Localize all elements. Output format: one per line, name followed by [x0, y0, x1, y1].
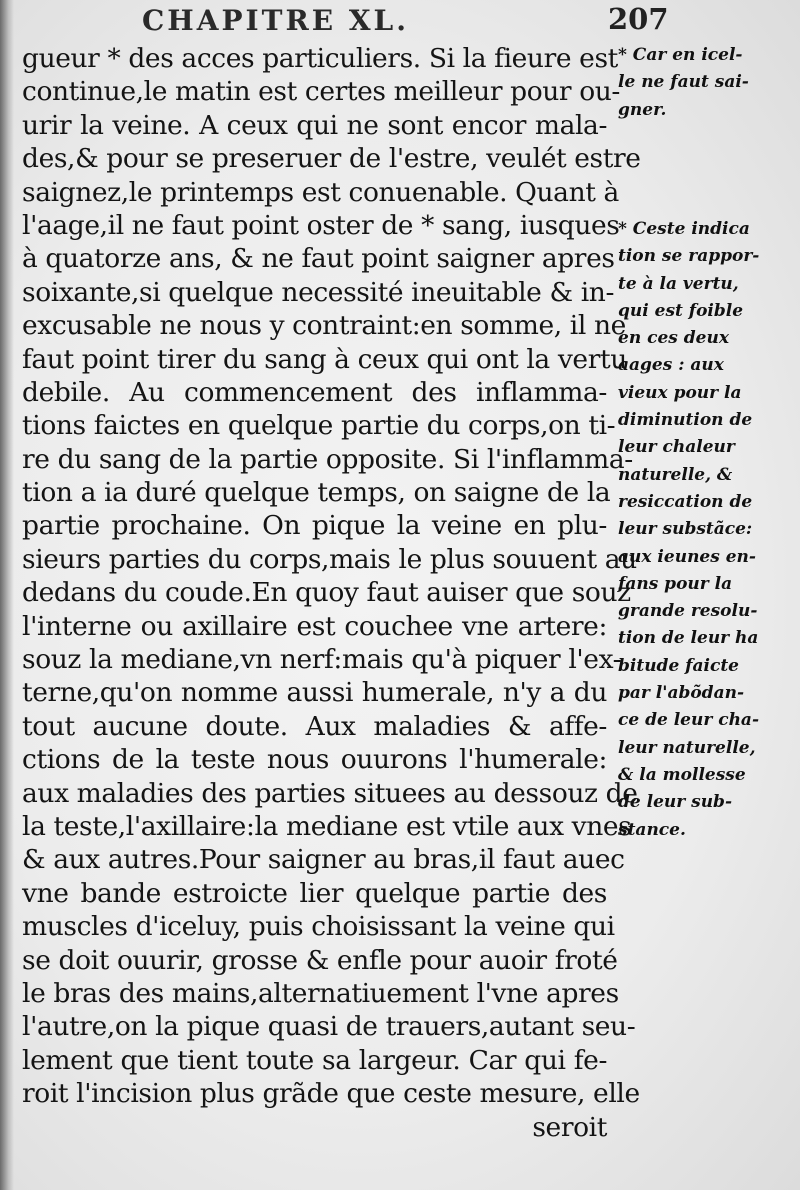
marginal-note-line: qui est foible — [618, 300, 744, 321]
text-line: debile. Au commencement des inflamma- — [22, 376, 607, 408]
page-number: 207 — [608, 2, 669, 36]
marginal-note-line: en ces deux — [618, 328, 729, 349]
main-text-block — [22, 42, 641, 1144]
text-line: l'interne ou axillaire est couchee vne artere: — [22, 610, 607, 642]
text-line: dedans du coude.En quoy faut auiser que souz — [22, 577, 631, 609]
marginal-note-line: leur substãce: — [618, 519, 753, 540]
marginal-note-line: resiccation de — [618, 491, 753, 512]
text-line: vne bande estroicte lier quelque partie des — [22, 877, 607, 909]
marginal-note-line: vieux pour la — [618, 382, 742, 403]
text-line: aux maladies des parties situees au dessouz de — [22, 777, 638, 809]
text-line: terne,qu'on nomme aussi humerale, n'y a du — [22, 677, 607, 709]
text-line: l'aage,il ne faut point oster de * sang, iusques — [22, 209, 620, 241]
text-line: faut point tirer du sang à ceux qui ont la vertu — [22, 343, 627, 375]
text-line: saignez,le printemps est conuenable. Quant à — [22, 176, 619, 208]
marginal-note-line: leur naturelle, — [618, 737, 756, 758]
marginal-note-line: aux ieunes en- — [618, 546, 756, 567]
text-line: tions faictes en quelque partie du corps,on ti- — [22, 410, 616, 442]
text-line: ctions de la teste nous ouurons l'humerale: — [22, 744, 607, 776]
marginal-note-line: tion de leur ha — [618, 628, 759, 649]
marginal-note-line: bitude faicte — [618, 655, 739, 676]
marginal-note-line: stance. — [618, 819, 686, 840]
text-line: muscles d'iceluy, puis choisissant la veine qui — [22, 911, 615, 943]
marginal-note-2 — [618, 216, 796, 844]
marginal-note-line: te à la vertu, — [618, 273, 739, 294]
text-line: gueur * des acces particuliers. Si la fieure est — [22, 43, 618, 74]
text-line: la teste,l'axillaire:la mediane est vtile aux vnes — [22, 810, 632, 842]
marginal-note-line: tion se rappor- — [618, 246, 760, 267]
marginal-note-line: par l'abõdan- — [618, 683, 744, 704]
text-line: tout aucune doute. Aux maladies & affe- — [22, 710, 607, 742]
marginal-note-1 — [618, 42, 796, 124]
text-line: des,& pour se preseruer de l'estre, veulét estre — [22, 143, 641, 175]
marginal-note-line: fans pour la — [618, 573, 733, 594]
text-line: seroit — [532, 1111, 607, 1143]
text-line: partie prochaine. On pique la veine en plu- — [22, 510, 607, 542]
marginal-note-line: le ne faut sai- — [618, 72, 749, 93]
text-line: souz la mediane,vn nerf:mais qu'à piquer l'ex- — [22, 644, 622, 676]
marginal-note-line: leur chaleur — [618, 437, 735, 458]
marginal-note-line: * Car en icel- — [618, 45, 743, 65]
text-line: roit l'incision plus grãde que ceste mesure, elle — [22, 1078, 640, 1110]
text-line: & aux autres.Pour saigner au bras,il faut auec — [22, 844, 625, 876]
text-line: tion a ia duré quelque temps, on saigne de la — [22, 477, 611, 509]
text-line: lement que tient toute sa largeur. Car qui fe- — [22, 1044, 607, 1076]
text-line: se doit ouurir, grosse & enfle pour auoir froté — [22, 944, 618, 976]
text-line: urir la veine. A ceux qui ne sont encor mala- — [22, 109, 607, 141]
text-line: le bras des mains,alternatiuement l'vne apres — [22, 977, 619, 1009]
marginal-note-line: grande resolu- — [618, 601, 758, 622]
marginal-note-line: diminution de — [618, 410, 753, 431]
text-line: continue,le matin est certes meilleur pour ou- — [22, 76, 620, 108]
marginal-note-line: de leur sub- — [618, 792, 733, 813]
marginal-note-line: aages : aux — [618, 355, 724, 376]
text-line: re du sang de la partie opposite. Si l'inflamma- — [22, 443, 633, 475]
text-line: sieurs parties du corps,mais le plus souuent au — [22, 543, 637, 575]
text-line: excusable ne nous y contraint:en somme, il ne — [22, 310, 626, 342]
marginal-note-line: * Ceste indica — [618, 219, 750, 239]
marginal-note-line: & la mollesse — [618, 764, 746, 785]
marginal-note-line: gner. — [618, 99, 667, 120]
running-head: CHAPITRE XL. — [142, 4, 409, 37]
text-line: soixante,si quelque necessité ineuitable & in- — [22, 276, 614, 308]
text-line: à quatorze ans, & ne faut point saigner apres — [22, 243, 615, 275]
marginal-note-line: naturelle, & — [618, 464, 733, 485]
marginal-note-line: ce de leur cha- — [618, 710, 759, 731]
text-line: l'autre,on la pique quasi de trauers,autant seu- — [22, 1011, 636, 1043]
